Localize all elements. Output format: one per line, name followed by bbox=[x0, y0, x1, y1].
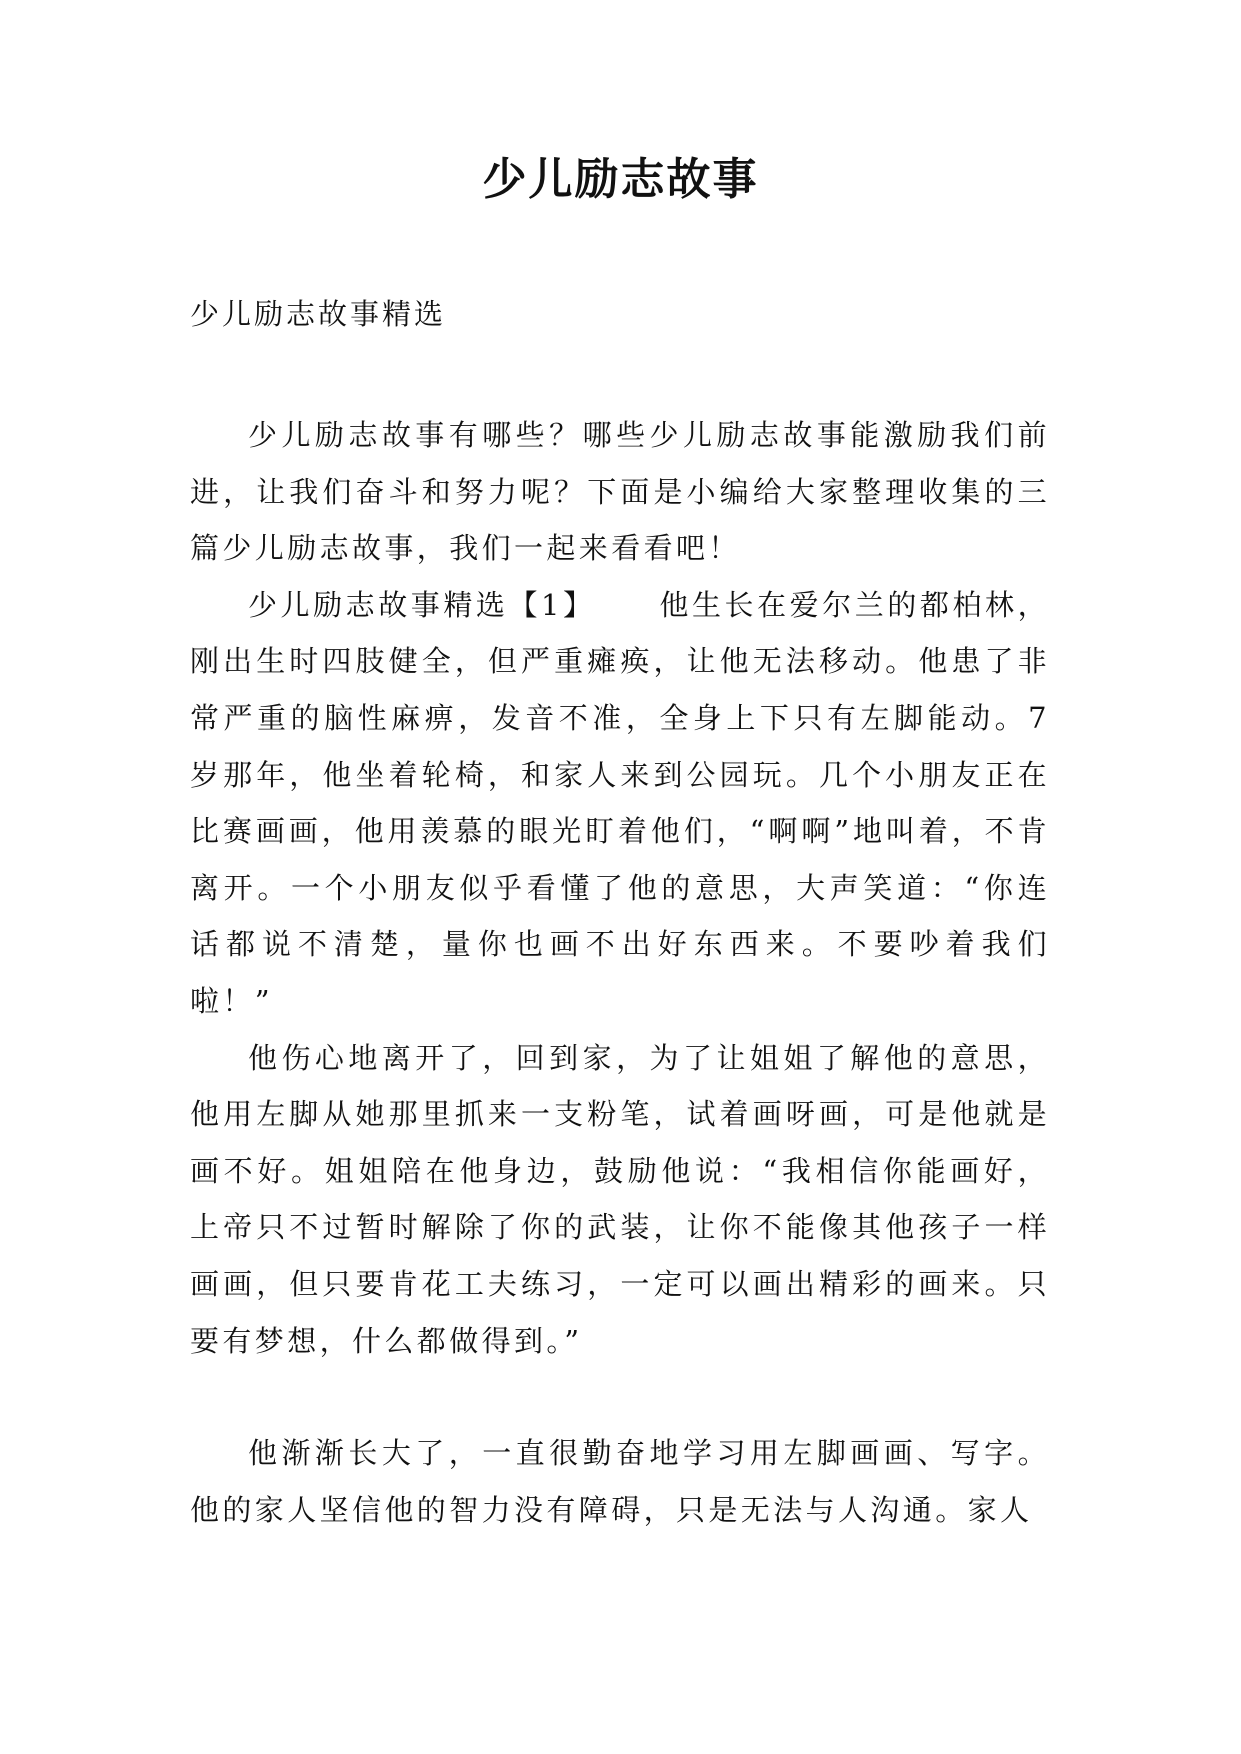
document-subtitle: 少儿励志故事精选 bbox=[190, 297, 447, 331]
story1-paragraph-1-text: 他生长在爱尔兰的都柏林，刚出生时四肢健全，但严重瘫痪，让他无法移动。他患了非常严重的脑性麻痹，发音不准，全身上下只有左脚能动。7岁那年，他坐着轮椅，和家人来到公园玩。几个小朋友正在比赛画画，他用羡慕的眼光盯着他们，“啊啊”地叫着，不肯离开。一个小朋友似乎看懂了他的意思，大声笑道：“你连话都说不清楚，量你也画不出好东西来。不要吵着我们啦！” bbox=[190, 587, 1050, 1018]
story1-paragraph-2: 他伤心地离开了，回到家，为了让姐姐了解他的意思，他用左脚从她那里抓来一支粉笔，试着画呀画，可是他就是画不好。姐姐陪在他身边，鼓励他说：“我相信你能画好，上帝只不过暂时解除了你的武装，让你不能像其他孩子一样画画，但只要肯花工夫练习，一定可以画出精彩的画来。只要有梦想，什么都做得到。” bbox=[190, 1040, 1050, 1358]
paragraph-spacer bbox=[190, 1369, 1050, 1425]
story1-heading: 少儿励志故事精选【1】 bbox=[248, 587, 596, 622]
document-body bbox=[190, 407, 1050, 1538]
story1-paragraph-3: 他渐渐长大了，一直很勤奋地学习用左脚画画、写字。他的家人坚信他的智力没有障碍，只是无法与人沟通。家人 bbox=[190, 1436, 1050, 1527]
intro-paragraph: 少儿励志故事有哪些？哪些少儿励志故事能激励我们前进，让我们奋斗和努力呢？下面是小编给大家整理收集的三篇少儿励志故事，我们一起来看看吧！ bbox=[190, 418, 1050, 566]
document-title: 少儿励志故事 bbox=[482, 154, 759, 205]
story1-paragraph-1 bbox=[190, 577, 1050, 1030]
